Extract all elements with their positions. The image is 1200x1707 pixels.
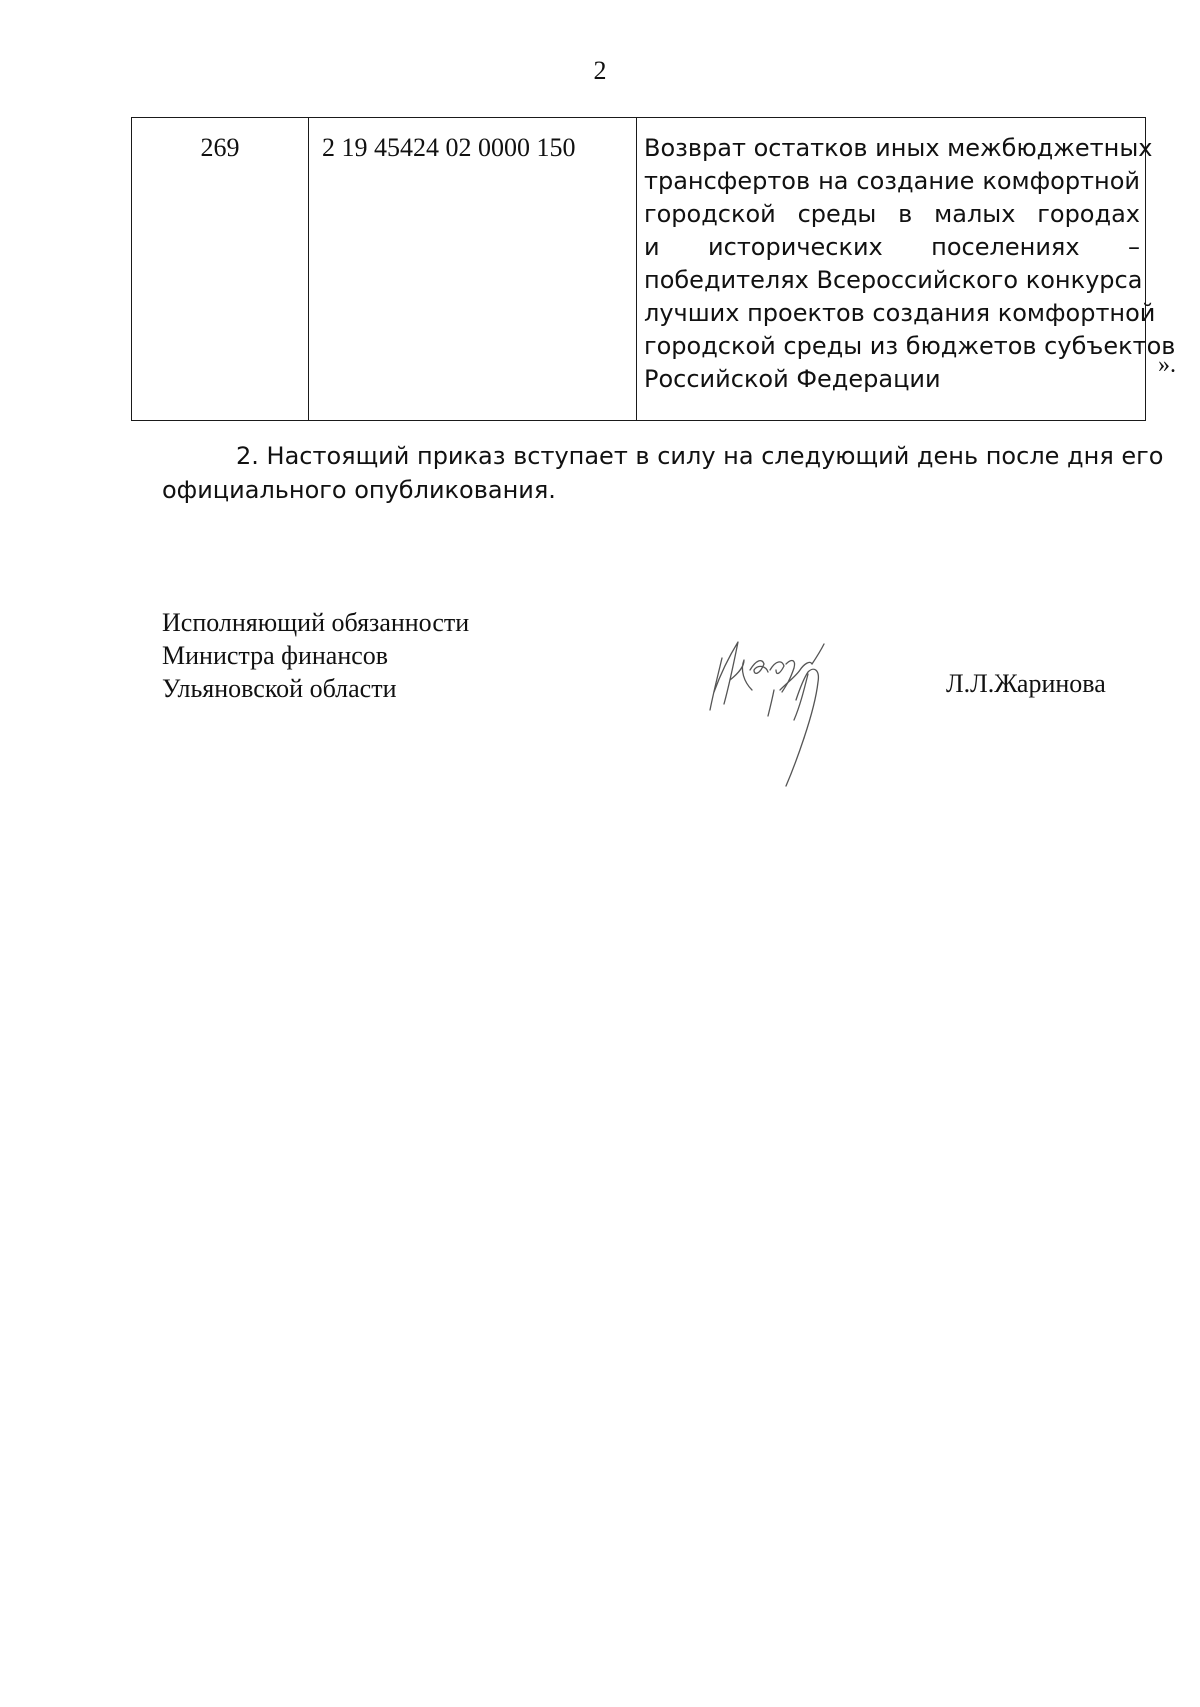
- description-line: Возврат остатков иных межбюджетных: [644, 134, 1153, 162]
- row-number-cell: 269: [132, 118, 309, 421]
- position-line: Министра финансов: [162, 641, 389, 670]
- description-line: Российской Федерации: [644, 365, 941, 393]
- budget-code-cell: 2 19 45424 02 0000 150: [309, 118, 637, 421]
- handwritten-signature: [700, 630, 930, 830]
- signer-position: [162, 606, 469, 705]
- description-line: трансфертов на создание комфортной: [644, 167, 1140, 195]
- effective-date-paragraph: [162, 439, 1164, 507]
- page-number: 2: [593, 56, 607, 85]
- signer-name: Л.Л.Жаринова: [946, 669, 1106, 698]
- budget-code-table: [131, 117, 1176, 421]
- description-line: победителях Всероссийского конкурса: [644, 266, 1143, 294]
- description-line: городской среды в малых городах: [644, 200, 1140, 228]
- paragraph-line: 2. Настоящий приказ вступает в силу на следующий день после дня его: [236, 442, 1164, 470]
- position-line: Ульяновской области: [162, 674, 397, 703]
- closing-quote: ».: [1158, 352, 1176, 378]
- description-cell: [637, 118, 1176, 421]
- table-row: [132, 118, 1146, 421]
- position-line: Исполняющий обязанности: [162, 608, 470, 637]
- description-line: лучших проектов создания комфортной: [644, 299, 1156, 327]
- description-line: и исторических поселениях –: [644, 233, 1140, 261]
- paragraph-line: официального опубликования.: [162, 476, 556, 504]
- description-line: городской среды из бюджетов субъектов: [644, 332, 1176, 360]
